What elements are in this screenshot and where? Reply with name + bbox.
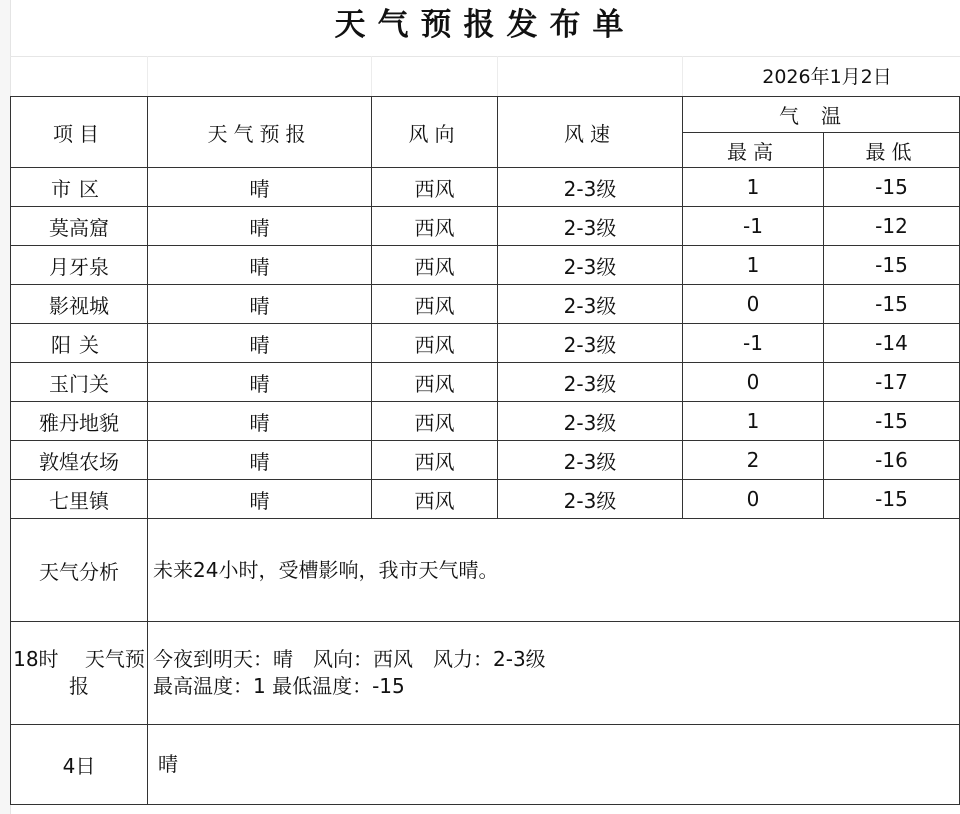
cell-weather: 晴 <box>148 285 372 324</box>
cell-place: 影视城 <box>11 285 148 324</box>
cell-high: 1 <box>683 168 824 207</box>
cell-low: -16 <box>824 441 960 480</box>
cell-low: -15 <box>824 246 960 285</box>
table-row <box>11 285 960 324</box>
header-item: 项目 <box>11 97 148 168</box>
cell-place: 玉门关 <box>11 363 148 402</box>
cell-low: -15 <box>824 168 960 207</box>
cell-place: 月牙泉 <box>11 246 148 285</box>
table-row <box>11 168 960 207</box>
table-row <box>11 207 960 246</box>
forecast18-line1: 今夜到明天：晴 风向：西风 风力：2-3级 <box>153 647 546 671</box>
cell-high: 1 <box>683 402 824 441</box>
table-row <box>11 246 960 285</box>
cell-place: 七里镇 <box>11 480 148 519</box>
issue-date: 2026年1月2日 <box>762 66 892 88</box>
page-title: 天气预报发布单 <box>10 0 960 57</box>
cell-dir: 西风 <box>372 402 498 441</box>
cell-high: 0 <box>683 285 824 324</box>
table-row <box>11 324 960 363</box>
cell-weather: 晴 <box>148 246 372 285</box>
cell-low: -15 <box>824 402 960 441</box>
cell-high: 0 <box>683 363 824 402</box>
cell-low: -12 <box>824 207 960 246</box>
cell-dir: 西风 <box>372 207 498 246</box>
cell-weather: 晴 <box>148 363 372 402</box>
table-row <box>11 480 960 519</box>
cell-speed: 2-3级 <box>498 168 683 207</box>
header-speed: 风速 <box>498 97 683 168</box>
table-row <box>11 363 960 402</box>
cell-speed: 2-3级 <box>498 246 683 285</box>
cell-low: -15 <box>824 480 960 519</box>
cell-speed: 2-3级 <box>498 207 683 246</box>
cell-speed: 2-3级 <box>498 285 683 324</box>
cell-high: 2 <box>683 441 824 480</box>
cell-place: 阳关 <box>11 324 148 363</box>
cell-low: -17 <box>824 363 960 402</box>
day4-text: 晴 <box>148 725 960 805</box>
date-row <box>10 56 960 97</box>
cell-dir: 西风 <box>372 246 498 285</box>
cell-speed: 2-3级 <box>498 480 683 519</box>
table-row <box>11 402 960 441</box>
cell-place: 莫高窟 <box>11 207 148 246</box>
cell-high: -1 <box>683 207 824 246</box>
cell-speed: 2-3级 <box>498 441 683 480</box>
cell-dir: 西风 <box>372 324 498 363</box>
cell-dir: 西风 <box>372 285 498 324</box>
cell-high: 0 <box>683 480 824 519</box>
cell-weather: 晴 <box>148 324 372 363</box>
forecast18-line2: 最高温度：1 最低温度：-15 <box>153 674 405 698</box>
cell-high: -1 <box>683 324 824 363</box>
cell-speed: 2-3级 <box>498 363 683 402</box>
cell-weather: 晴 <box>148 168 372 207</box>
cell-dir: 西风 <box>372 363 498 402</box>
forecast18-text <box>148 622 960 725</box>
header-high: 最高 <box>683 133 824 168</box>
cell-low: -14 <box>824 324 960 363</box>
analysis-label: 天气分析 <box>11 519 148 622</box>
cell-speed: 2-3级 <box>498 324 683 363</box>
cell-low: -15 <box>824 285 960 324</box>
cell-place: 雅丹地貌 <box>11 402 148 441</box>
cell-place: 敦煌农场 <box>11 441 148 480</box>
cell-dir: 西风 <box>372 480 498 519</box>
cell-high: 1 <box>683 246 824 285</box>
header-direction: 风向 <box>372 97 498 168</box>
header-low: 最低 <box>824 133 960 168</box>
forecast-table <box>10 96 960 805</box>
day4-label: 4日 <box>11 725 148 805</box>
analysis-text: 未来24小时，受槽影响，我市天气晴。 <box>148 519 960 622</box>
header-forecast: 天气预报 <box>148 97 372 168</box>
cell-dir: 西风 <box>372 441 498 480</box>
cell-weather: 晴 <box>148 207 372 246</box>
table-row <box>11 441 960 480</box>
cell-weather: 晴 <box>148 480 372 519</box>
cell-weather: 晴 <box>148 441 372 480</box>
cell-place: 市区 <box>11 168 148 207</box>
header-temp: 气温 <box>683 97 960 133</box>
cell-speed: 2-3级 <box>498 402 683 441</box>
forecast18-label: 18时 天气预报 <box>11 622 148 725</box>
cell-dir: 西风 <box>372 168 498 207</box>
cell-weather: 晴 <box>148 402 372 441</box>
